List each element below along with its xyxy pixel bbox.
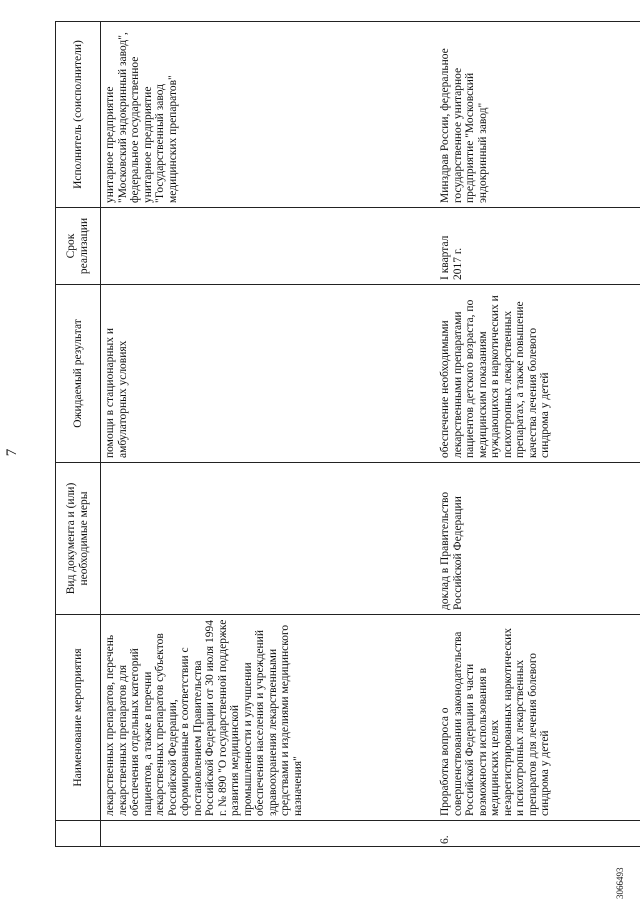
document-type-cell: доклад в Правительство Российской Федерации (436, 463, 640, 615)
document-type-cell (101, 463, 437, 615)
header-number (56, 821, 101, 847)
table-row (101, 22, 437, 847)
term-cell (101, 208, 437, 285)
row-number (101, 821, 437, 847)
executor-cell: Минздрав России, федеральное государственное унитарное предприятие "Московский эндокринный завод" (436, 22, 640, 208)
header-expected-result: Ожидаемый результат (56, 285, 101, 463)
header-document-type: Вид документа и (или) необходимые меры (56, 463, 101, 615)
measure-name-cell: лекарственных препаратов, перечень лекарственных препаратов для обеспечения отдельных категорий пациентов, а также в перечни лекарственных препаратов субъектов Российской Федерации, сформированные в соответствии с постановлением Правительства Российской Федерации от 30 июля 1994 г. № 890 "О государственной поддержке развития медицинской промышленности и улучшении обеспечения населения и учреждений здравоохранения лекарственными средствами и изделиями медицинского назначения" (101, 615, 437, 821)
header-measure-name: Наименование мероприятия (56, 615, 101, 821)
term-cell: I квартал 2017 г. (436, 208, 640, 285)
expected-result-cell: обеспечение необходимыми лекарственными препаратами пациентов детского возраста, по медицинским показаниям нуждающихся в наркотических и психотропных лекарственных препаратах, а также повышение качества лечения болевого синдрома у детей (436, 285, 640, 463)
table-header-row (56, 22, 101, 847)
page-number: 7 (4, 448, 20, 457)
expected-result-cell: помощи в стационарных и амбулаторных условиях (101, 285, 437, 463)
measures-table (55, 21, 640, 847)
table-row (436, 22, 640, 847)
executor-cell: унитарное предприятие "Московский эндокринный завод", федеральное государственное унитарное предприятие "Государственный завод медицинских препаратов" (101, 22, 437, 208)
header-executor: Исполнитель (соисполнители) (56, 22, 101, 208)
row-number: 6. (436, 821, 640, 847)
measure-name-cell: Проработка вопроса о совершенствовании законодательства Российской Федерации в части возможности использования в медицинских целях незарегистрированных наркотических и психотропных лекарственных препаратов для лечения болевого синдрома у детей (436, 615, 640, 821)
header-term: Срок реализации (56, 208, 101, 285)
document-code: 3066493 (615, 867, 625, 899)
